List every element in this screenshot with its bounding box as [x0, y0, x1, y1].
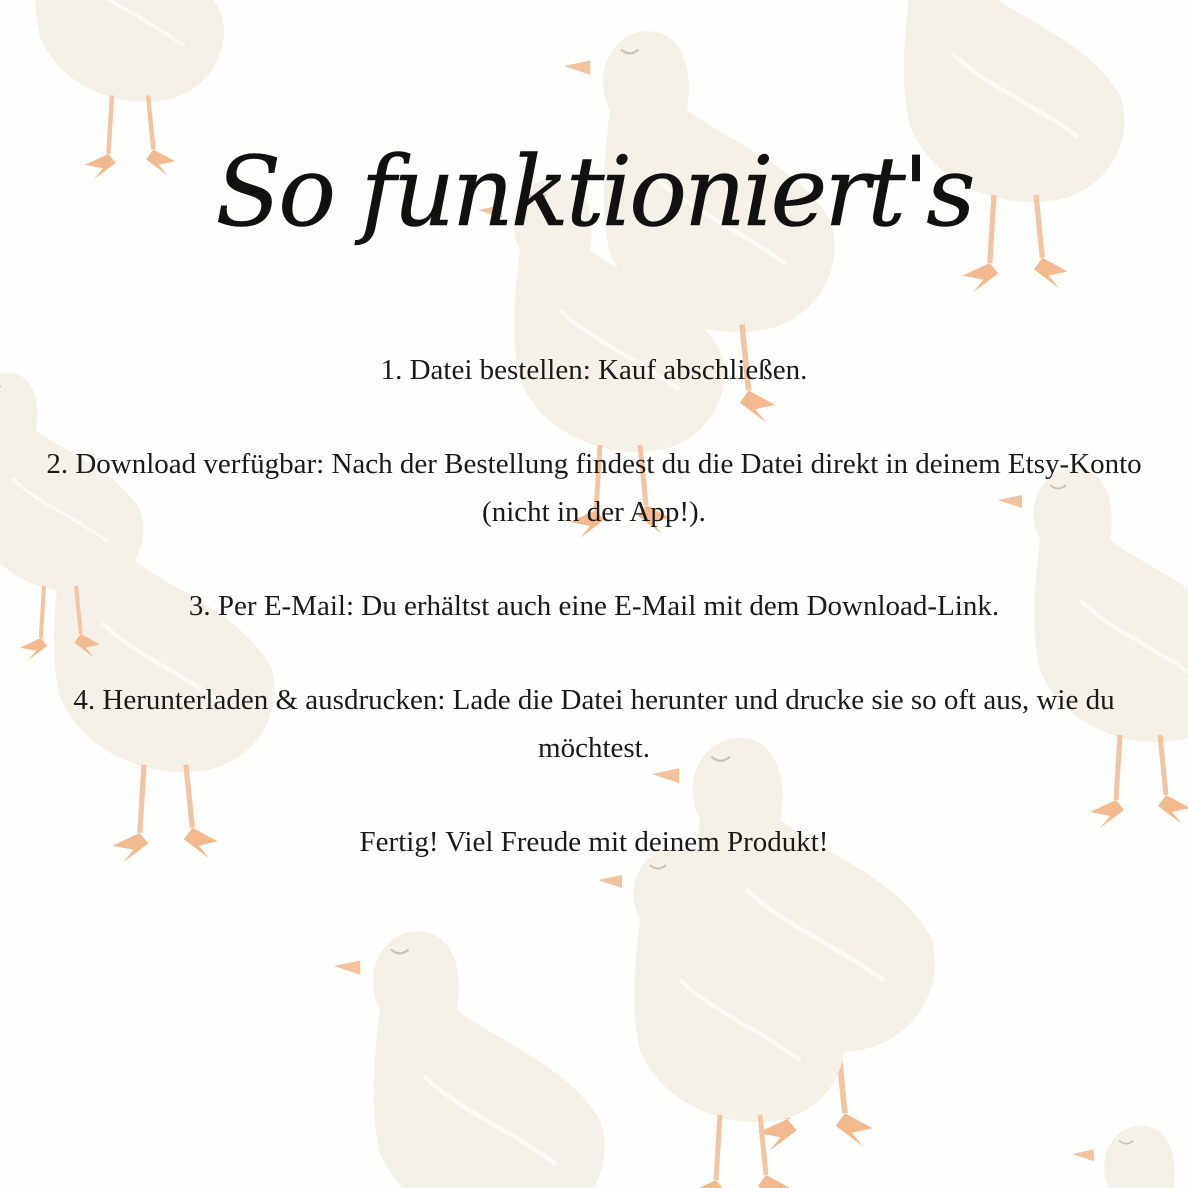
step-3: 3. Per E-Mail: Du erhältst auch eine E-Mail mit dem Download-Link.	[188, 590, 1000, 622]
closing-text: Fertig! Viel Freude mit deinem Produkt!	[359, 826, 829, 858]
page-title-wrap	[0, 100, 1188, 290]
step-2: 2. Download verfügbar: Nach der Bestellung findest du die Datei direkt in deinem Etsy-Konto (nicht in der App!).	[46, 448, 1142, 528]
step-1: 1. Datei bestellen: Kauf abschließen.	[380, 354, 808, 386]
step-4: 4. Herunterladen & ausdrucken: Lade die Datei herunter und drucke sie so oft aus, wie du möchtest.	[73, 684, 1115, 764]
instructions	[20, 346, 1168, 866]
page-title: So funktioniert's	[215, 136, 973, 248]
